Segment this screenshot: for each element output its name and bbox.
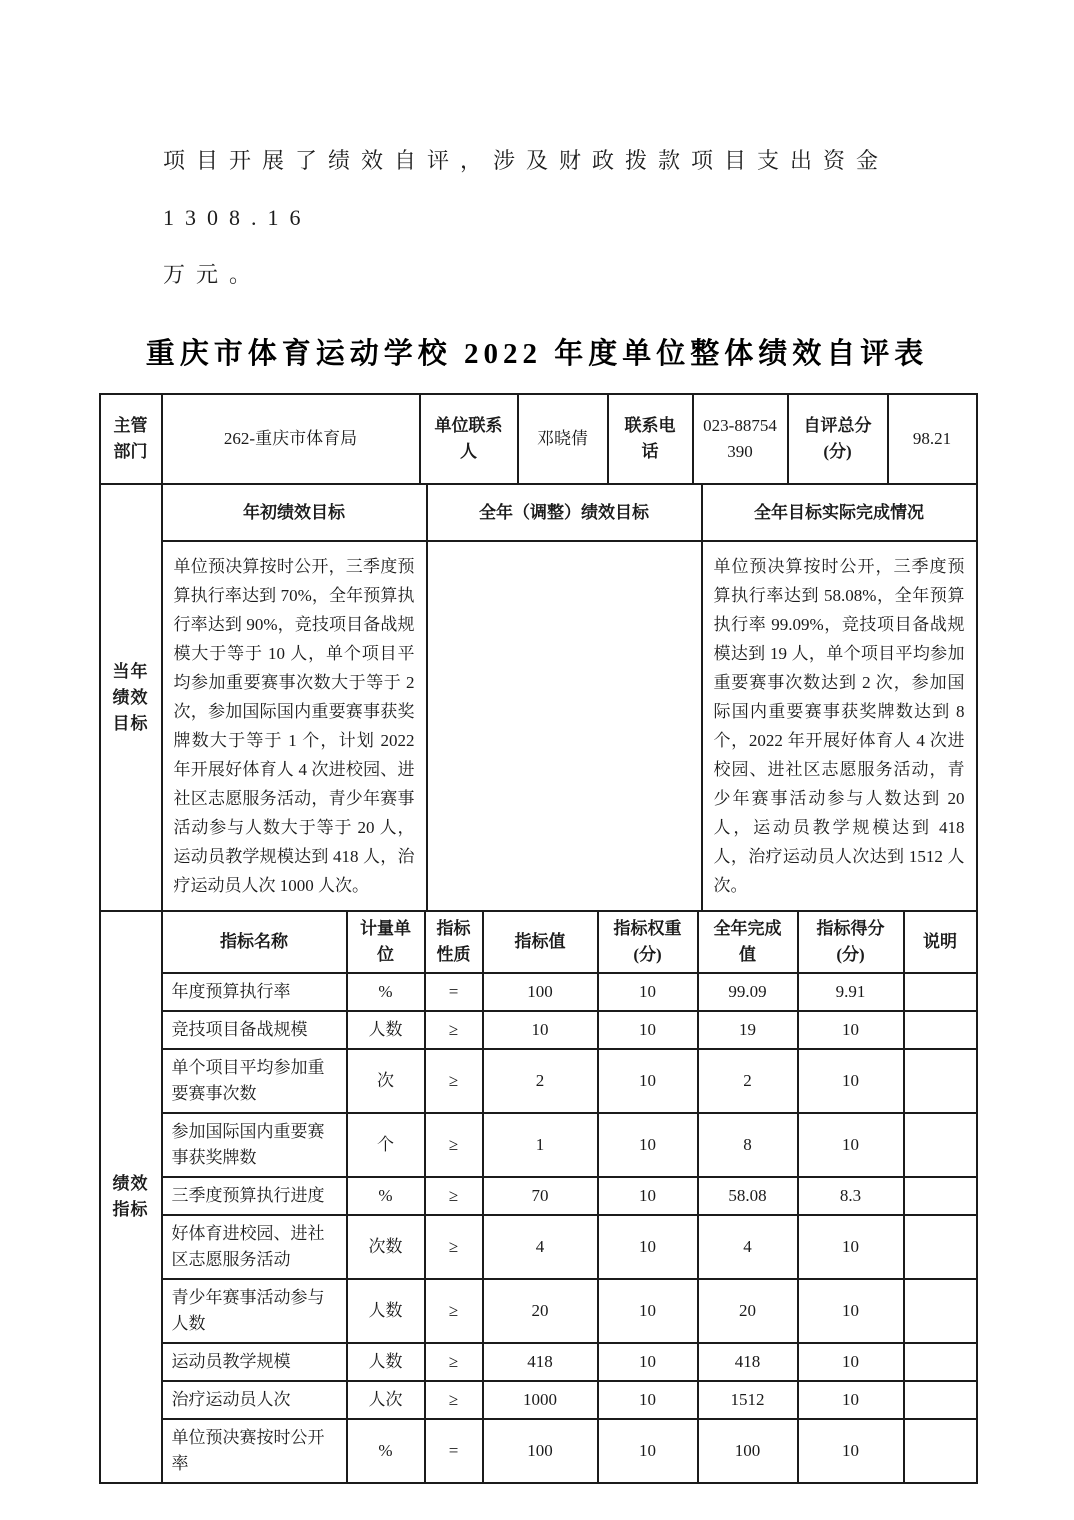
indicator-nature-cell: =: [425, 973, 483, 1011]
indicator-note-cell: [904, 1419, 977, 1483]
indicator-note-cell: [904, 1049, 977, 1113]
indicator-weight-cell: 10: [598, 1343, 698, 1381]
goals-col3-header-cell: 全年目标实际完成情况: [702, 484, 977, 541]
indicator-score-cell: 8.3: [798, 1177, 904, 1215]
indicator-weight-cell: 10: [598, 1381, 698, 1419]
indicator-score-cell: 9.91: [798, 973, 904, 1011]
indicator-note-cell: [904, 1011, 977, 1049]
evaluation-table: [99, 393, 976, 1484]
indicator-note-cell: [904, 1343, 977, 1381]
indicator-value-cell: 10: [483, 1011, 598, 1049]
indicator-unit-cell: %: [347, 973, 425, 1011]
indicator-score-cell: 10: [798, 1215, 904, 1279]
indicator-note-cell: [904, 1177, 977, 1215]
goals-actual-text-cell: 单位预决算按时公开，三季度预算执行率达到 58.08%，全年预算执行率 99.09%，竞技项目备战规模达到 19 人，单个项目平均参加重要赛事次数达到 2 次，参加国际国内重要赛事获奖牌数达到 8 个，2022 年开展好体育人 4 次进校园、进社区志愿服务活动，青少年赛事活动参与人数达到 20 人，运动员教学规模达到 418 人，治疗运动员人次达到 1512 人次。: [702, 541, 977, 911]
indicator-completed-cell: 1512: [698, 1381, 798, 1419]
contact-label-cell: 单位联系人: [420, 394, 518, 484]
indicator-note-cell: [904, 1113, 977, 1177]
indicator-note-cell: [904, 1215, 977, 1279]
indicator-completed-cell: 4: [698, 1215, 798, 1279]
goals-side-label-cell: 当年绩效目标: [100, 484, 162, 911]
indicator-unit-cell: 个: [347, 1113, 425, 1177]
intro-line-2: 万元。: [163, 262, 263, 287]
indicator-nature-cell: ≥: [425, 1343, 483, 1381]
indicator-nature-cell: =: [425, 1419, 483, 1483]
indicator-row: [100, 973, 977, 1011]
goals-adjusted-text-cell: [427, 541, 702, 911]
indicator-value-cell: 1: [483, 1113, 598, 1177]
indicator-nature-cell: ≥: [425, 1215, 483, 1279]
indicator-value-header: 指标值: [483, 911, 598, 973]
indicator-name-cell: 好体育进校园、进社区志愿服务活动: [162, 1215, 347, 1279]
indicator-value-cell: 100: [483, 1419, 598, 1483]
indicator-name-cell: 单位预决赛按时公开率: [162, 1419, 347, 1483]
goals-col2-header-cell: 全年（调整）绩效目标: [427, 484, 702, 541]
indicator-row: [100, 1279, 977, 1343]
indicator-row: [100, 1215, 977, 1279]
goals-header-row: [100, 484, 977, 541]
indicator-note-cell: [904, 1381, 977, 1419]
indicator-row: [100, 1343, 977, 1381]
indicator-value-cell: 70: [483, 1177, 598, 1215]
indicator-note-header: 说明: [904, 911, 977, 973]
dept-label-cell: 主管部门: [100, 394, 162, 484]
indicator-weight-cell: 10: [598, 1279, 698, 1343]
indicator-score-cell: 10: [798, 1343, 904, 1381]
indicator-unit-cell: 人数: [347, 1279, 425, 1343]
indicator-completed-cell: 20: [698, 1279, 798, 1343]
phone-value-cell: 023-88754390: [693, 394, 788, 484]
intro-paragraph: [163, 132, 954, 303]
goals-body-row: [100, 541, 977, 911]
indicator-score-cell: 10: [798, 1049, 904, 1113]
indicator-completed-cell: 418: [698, 1343, 798, 1381]
indicator-nature-cell: ≥: [425, 1011, 483, 1049]
phone-label-cell: 联系电话: [608, 394, 693, 484]
indicator-unit-cell: %: [347, 1419, 425, 1483]
indicator-nature-cell: ≥: [425, 1049, 483, 1113]
indicator-score-cell: 10: [798, 1381, 904, 1419]
goals-initial-text-cell: 单位预决算按时公开，三季度预算执行率达到 70%，全年预算执行率达到 90%，竞技项目备战规模大于等于 10 人，单个项目平均参加重要赛事次数大于等于 2 次，参加国际国内重要赛事获奖牌数大于等于 1 个，计划 2022 年开展好体育人 4 次进校园、进社区志愿服务活动，青少年赛事活动参与人数大于等于 20 人，运动员教学规模达到 418 人，治疗运动员人次 1000 人次。: [162, 541, 427, 911]
score-label-cell: 自评总分(分): [788, 394, 888, 484]
indicator-weight-cell: 10: [598, 1049, 698, 1113]
indicator-name-cell: 治疗运动员人次: [162, 1381, 347, 1419]
indicator-value-cell: 20: [483, 1279, 598, 1343]
indicators-side-label-cell: 绩效指标: [100, 911, 162, 1483]
indicators-table: [99, 910, 978, 1484]
indicator-nature-cell: ≥: [425, 1279, 483, 1343]
indicator-row: [100, 1419, 977, 1483]
document-title: 重庆市体育运动学校 2022 年度单位整体绩效自评表: [145, 338, 929, 370]
intro-line-1: 项目开展了绩效自评，涉及财政拨款项目支出资金 1308.16: [163, 148, 890, 230]
score-value-cell: 98.21: [888, 394, 977, 484]
indicator-weight-cell: 10: [598, 1177, 698, 1215]
indicator-completed-cell: 58.08: [698, 1177, 798, 1215]
indicator-weight-cell: 10: [598, 1113, 698, 1177]
dept-value-cell: 262-重庆市体育局: [162, 394, 420, 484]
indicator-completed-cell: 8: [698, 1113, 798, 1177]
indicator-unit-cell: 次数: [347, 1215, 425, 1279]
indicators-header-row: [100, 911, 977, 973]
indicator-value-cell: 418: [483, 1343, 598, 1381]
indicator-name-header: 指标名称: [162, 911, 347, 973]
indicator-value-cell: 4: [483, 1215, 598, 1279]
indicator-unit-cell: 次: [347, 1049, 425, 1113]
indicator-nature-cell: ≥: [425, 1177, 483, 1215]
indicator-value-cell: 2: [483, 1049, 598, 1113]
indicator-name-cell: 竞技项目备战规模: [162, 1011, 347, 1049]
indicator-row: [100, 1177, 977, 1215]
goals-col1-header-cell: 年初绩效目标: [162, 484, 427, 541]
indicator-name-cell: 运动员教学规模: [162, 1343, 347, 1381]
indicator-name-cell: 单个项目平均参加重要赛事次数: [162, 1049, 347, 1113]
indicator-completed-cell: 100: [698, 1419, 798, 1483]
indicator-unit-header: 计量单位: [347, 911, 425, 973]
indicator-completed-cell: 2: [698, 1049, 798, 1113]
indicator-weight-cell: 10: [598, 973, 698, 1011]
indicator-nature-cell: ≥: [425, 1381, 483, 1419]
indicator-name-cell: 参加国际国内重要赛事获奖牌数: [162, 1113, 347, 1177]
indicator-completed-header: 全年完成值: [698, 911, 798, 973]
indicator-weight-cell: 10: [598, 1011, 698, 1049]
indicator-nature-cell: ≥: [425, 1113, 483, 1177]
indicator-row: [100, 1113, 977, 1177]
indicator-score-cell: 10: [798, 1113, 904, 1177]
indicator-note-cell: [904, 973, 977, 1011]
indicator-completed-cell: 99.09: [698, 973, 798, 1011]
indicator-nature-header: 指标性质: [425, 911, 483, 973]
indicator-name-cell: 年度预算执行率: [162, 973, 347, 1011]
indicator-note-cell: [904, 1279, 977, 1343]
indicator-unit-cell: %: [347, 1177, 425, 1215]
indicator-row: [100, 1381, 977, 1419]
info-table: [99, 393, 978, 485]
indicator-score-cell: 10: [798, 1011, 904, 1049]
indicator-score-cell: 10: [798, 1279, 904, 1343]
indicator-value-cell: 100: [483, 973, 598, 1011]
contact-value-cell: 邓晓倩: [518, 394, 608, 484]
indicator-value-cell: 1000: [483, 1381, 598, 1419]
indicator-completed-cell: 19: [698, 1011, 798, 1049]
indicator-weight-cell: 10: [598, 1215, 698, 1279]
indicator-weight-cell: 10: [598, 1419, 698, 1483]
info-row: [100, 394, 977, 484]
indicator-row: [100, 1011, 977, 1049]
indicator-row: [100, 1049, 977, 1113]
indicator-score-cell: 10: [798, 1419, 904, 1483]
indicator-name-cell: 青少年赛事活动参与人数: [162, 1279, 347, 1343]
goals-table: [99, 483, 978, 912]
indicator-score-header: 指标得分(分): [798, 911, 904, 973]
indicator-unit-cell: 人数: [347, 1011, 425, 1049]
indicator-weight-header: 指标权重(分): [598, 911, 698, 973]
indicator-unit-cell: 人数: [347, 1343, 425, 1381]
indicator-name-cell: 三季度预算执行进度: [162, 1177, 347, 1215]
indicator-unit-cell: 人次: [347, 1381, 425, 1419]
